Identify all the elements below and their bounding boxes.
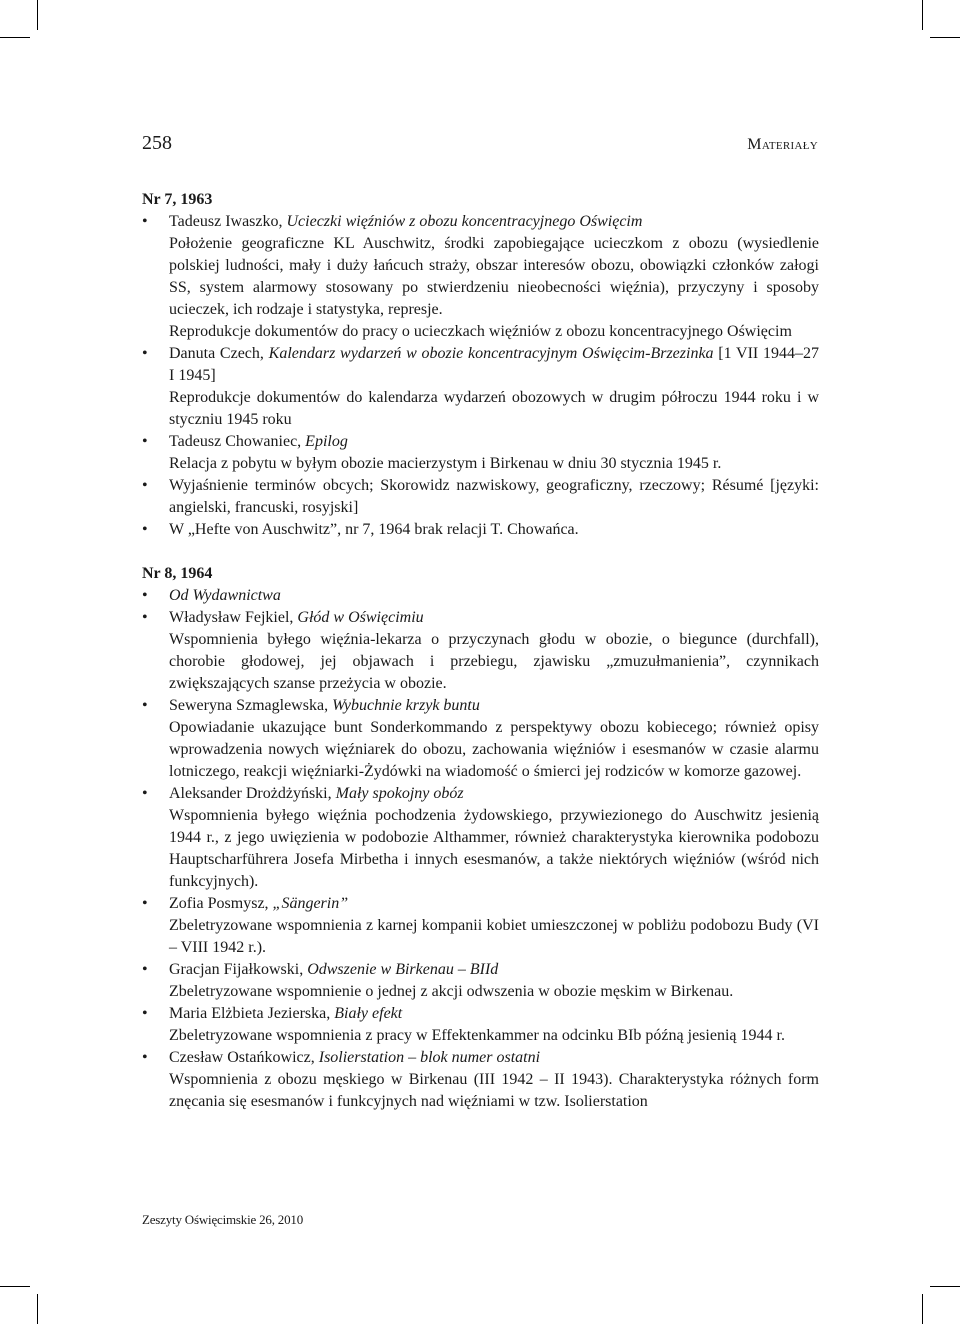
crop-mark	[0, 37, 30, 38]
entry-heading	[169, 895, 348, 912]
journal-footer: Zeszyty Oświęcimskie 26, 2010	[142, 1212, 304, 1227]
crop-mark	[930, 1286, 960, 1287]
entry-author: W „Hefte von Auschwitz”, nr 7, 1964 brak relacji T. Chowańca.	[169, 521, 579, 538]
list-item	[142, 211, 819, 343]
entry-title: Epilog	[305, 433, 348, 450]
entry-description: Wspomnienia byłego więźnia pochodzenia żydowskiego, przywiezionego do Auschwitz jesienią 1944 r., z jego uwięzienia w podobozie Althammer, również charakterystyka kierownika podobozu Hauptscharführera Josefa Mirbetha i innych esesmanów, a także niektórych więźniów (wśród nich funkcyjnych).	[169, 807, 819, 890]
entry-heading	[169, 521, 579, 538]
entry-title: Kalendarz wydarzeń w obozie koncentracyjnym Oświęcim-Brzezinka	[268, 345, 714, 362]
entry-title: Ucieczki więźniów z obozu koncentracyjnego Oświęcim	[286, 213, 643, 230]
list-item	[142, 431, 819, 475]
entry-heading	[169, 433, 348, 450]
entry-description: Wspomnienia byłego więźnia-lekarza o przyczynach głodu w obozie, o biegunce (durchfall), chorobie głodowej, jej objawach i przebiegu, zjawisku „zmuzułmanienia”, czynnikach zwiększających szanse przeżycia w obozie.	[169, 631, 819, 692]
crop-mark	[922, 0, 923, 30]
entry-heading	[169, 785, 464, 802]
entry-description: Zbeletryzowane wspomnienie o jednej z akcji odwszenia w obozie męskim w Birkenau.	[169, 983, 734, 1000]
entry-description: Relacja z pobytu w byłym obozie macierzystym i Birkenau w dniu 30 stycznia 1945 r.	[169, 455, 722, 472]
entry-list	[142, 211, 819, 541]
list-item	[142, 893, 819, 959]
entry-author: Wyjaśnienie terminów obcych; Skorowidz nazwiskowy, geograficzny, rzeczowy; Résumé [języki: angielski, francuski, rosyjski]	[169, 477, 819, 516]
entry-description: Reprodukcje dokumentów do pracy o ucieczkach więźniów z obozu koncentracyjnego Oświęcim	[169, 323, 792, 340]
entry-title: Biały efekt	[334, 1005, 403, 1022]
list-item	[142, 519, 819, 541]
entry-heading	[169, 477, 819, 516]
list-item	[142, 783, 819, 893]
section-title: Nr 8, 1964	[142, 565, 213, 582]
list-item	[142, 343, 819, 431]
entry-description: Zbeletryzowane wspomnienia z karnej kompanii kobiet umieszczonej w pobliżu podobozu Budy (VI – VIII 1942 r.).	[169, 917, 819, 956]
section	[142, 189, 819, 541]
entry-heading	[169, 961, 498, 978]
list-item	[142, 959, 819, 1003]
list-item	[142, 607, 819, 695]
entry-author: Czesław Ostańkowicz,	[169, 1049, 319, 1066]
entry-description: Wspomnienia z obozu męskiego w Birkenau (III 1942 – II 1943). Charakterystyka różnych form znęcania się esesmanów i funkcyjnych nad więźniami w tzw. Isolierstation	[169, 1071, 819, 1110]
entry-heading	[169, 609, 424, 626]
page-number: 258	[142, 132, 172, 154]
entry-title: Od Wydawnictwa	[169, 587, 281, 604]
entry-author: Seweryna Szmaglewska,	[169, 697, 333, 714]
entry-author: Władysław Fejkiel,	[169, 609, 298, 626]
crop-mark	[37, 0, 38, 30]
running-head: Materiały	[747, 136, 818, 153]
list-item	[142, 585, 819, 607]
entry-description: Reprodukcje dokumentów do kalendarza wydarzeń obozowych w drugim półroczu 1944 roku i w styczniu 1945 roku	[169, 389, 819, 428]
entry-list	[142, 585, 819, 1113]
section-title: Nr 7, 1963	[142, 191, 213, 208]
entry-description: Zbeletryzowane wspomnienia z pracy w Effektenkammer na odcinku BIb późną jesienią 1944 r.	[169, 1027, 785, 1044]
page-content	[142, 189, 819, 1135]
entry-author: Zofia Posmysz,	[169, 895, 273, 912]
entry-description: Opowiadanie ukazujące bunt Sonderkommando z perspektywy obozu kobiecego; również opisy wprowadzenia nowych więźniarek do obozu, zachowania więźniów i esesmanów w czasie alarmu lotniczego, reakcji więźniarki-Żydówki na wiadomość o śmierci jej rodziców w komorze gazowej.	[169, 719, 819, 780]
entry-description: Położenie geograficzne KL Auschwitz, środki zapobiegające ucieczkom z obozu (wysiedlenie polskiej ludności, mały i duży łańcuch straży, obszar interesów obozu, obowiązki członków załogi SS, system alarmowy stosowany po stwierdzeniu nieobecności więźnia), przyczyny i sposoby ucieczek, ich rodzaje i statystyka, represje.	[169, 235, 819, 318]
list-item	[142, 475, 819, 519]
entry-author: Maria Elżbieta Jezierska,	[169, 1005, 335, 1022]
entry-suffix: [1 VII 1944–27 I 1945]	[169, 345, 819, 384]
crop-mark	[922, 1294, 923, 1324]
entry-author: Gracjan Fijałkowski,	[169, 961, 308, 978]
entry-heading	[169, 1005, 402, 1022]
entry-author: Tadeusz Chowaniec,	[169, 433, 306, 450]
entry-title: Mały spokojny obóz	[335, 785, 464, 802]
section	[142, 563, 819, 1113]
entry-title: Wybuchnie krzyk buntu	[332, 697, 480, 714]
list-item	[142, 1003, 819, 1047]
entry-author: Aleksander Drożdżyński,	[169, 785, 336, 802]
crop-mark	[37, 1294, 38, 1324]
entry-title: „Sängerin”	[272, 895, 349, 912]
entry-title: Isolierstation – blok numer ostatni	[318, 1049, 541, 1066]
entry-heading	[169, 697, 480, 714]
list-item	[142, 695, 819, 783]
entry-heading	[169, 1049, 540, 1066]
entry-author: Tadeusz Iwaszko,	[169, 213, 287, 230]
entry-heading	[169, 345, 819, 384]
entry-author: Danuta Czech,	[169, 345, 269, 362]
crop-mark	[930, 37, 960, 38]
entry-title: Głód w Oświęcimiu	[297, 609, 424, 626]
entry-heading	[169, 213, 642, 230]
entry-title: Odwszenie w Birkenau – BIId	[307, 961, 499, 978]
entry-heading	[169, 587, 281, 604]
crop-mark	[0, 1286, 30, 1287]
list-item	[142, 1047, 819, 1113]
